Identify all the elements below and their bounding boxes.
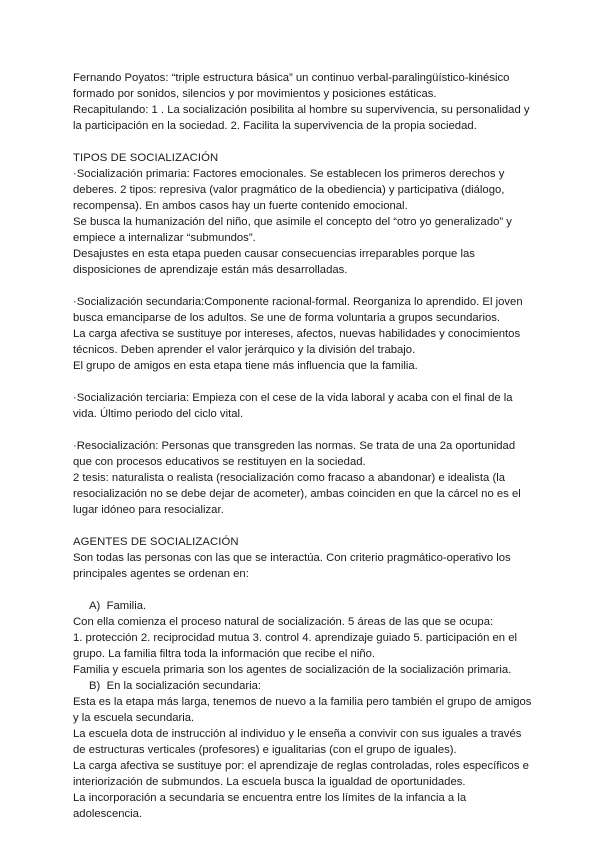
text-line: Fernando Poyatos: “triple estructura básica” un continuo verbal-paralingüístico-kinésico	[73, 72, 510, 84]
text-line: Con ella comienza el proceso natural de socialización. 5 áreas de las que se ocupa:	[73, 616, 494, 628]
text-line: recompensa). En ambos casos hay un fuerte contenido emocional.	[73, 200, 408, 212]
paragraph-escuela	[73, 694, 543, 822]
paragraph-agentes-intro	[73, 550, 543, 582]
text-line: disposiciones de aprendizaje están más desarrolladas.	[73, 264, 348, 276]
list-item-title: En la socialización secundaria:	[106, 680, 262, 692]
text-line: Desajustes en esta etapa pueden causar consecuencias irreparables porque las	[73, 248, 475, 260]
text-line: formado por sonidos, silencios y por movimientos y posiciones estáticas.	[73, 88, 437, 100]
text-line: Familia y escuela primaria son los agentes de socialización de la socialización primaria.	[73, 664, 512, 676]
text-line: Esta es la etapa más larga, tenemos de nuevo a la familia pero también el grupo de amigos	[73, 696, 532, 708]
text-line: Recapitulando: 1 . La socialización posibilita al hombre su supervivencia, su personalidad y	[73, 104, 530, 116]
paragraph-familia	[73, 614, 543, 678]
document-body	[73, 70, 543, 822]
text-line: adolescencia.	[73, 808, 143, 820]
text-line: deberes. 2 tipos: represiva (valor pragmático de la obediencia) y participativa (diálogo,	[73, 184, 505, 196]
text-line: La incorporación a secundaria se encuentra entre los límites de la infancia a la	[73, 792, 467, 804]
section-heading-tipos: TIPOS DE SOCIALIZACIÓN	[73, 152, 219, 164]
text-line: la participación en la sociedad. 2. Facilita la supervivencia de la propia sociedad.	[73, 120, 477, 132]
text-line: Son todas las personas con las que se interactúa. Con criterio pragmático-operativo los	[73, 552, 511, 564]
text-line: ·Resocialización: Personas que transgreden las normas. Se trata de una 2a oportunidad	[73, 440, 516, 452]
text-line: vida. Último periodo del ciclo vital.	[73, 408, 244, 420]
text-line: busca emanciparse de los adultos. Se une de forma voluntaria a grupos secundarios.	[73, 312, 501, 324]
text-line: grupo. La familia filtra toda la información que recibe el niño.	[73, 648, 376, 660]
text-line: principales agentes se ordenan en:	[73, 568, 249, 580]
text-line: técnicos. Deben aprender el valor jerárquico y la división del trabajo.	[73, 344, 416, 356]
text-line: ·Socialización primaria: Factores emocionales. Se establecen los primeros derechos y	[73, 168, 505, 180]
intro-paragraph	[73, 70, 543, 134]
list-marker: B)	[89, 680, 101, 692]
list-marker: A)	[89, 600, 101, 612]
text-line: de estructuras verticales (profesores) e igualitarias (con el grupo de iguales).	[73, 744, 457, 756]
text-line: Se busca la humanización del niño, que asimile el concepto del “otro yo generalizado” y	[73, 216, 512, 228]
text-line: lugar idóneo para resocializar.	[73, 504, 224, 516]
text-line: interiorización de submundos. La escuela busca la igualdad de oportunidades.	[73, 776, 466, 788]
text-line: que con procesos educativos se restituyen en la sociedad.	[73, 456, 366, 468]
text-line: 1. protección 2. reciprocidad mutua 3. control 4. aprendizaje guiado 5. participación en el	[73, 632, 517, 644]
text-line: resocialización no se debe dejar de acometer), ambas coinciden en que la cárcel no es el	[73, 488, 521, 500]
text-line: ·Socialización secundaria:Componente racional-formal. Reorganiza lo aprendido. El joven	[73, 296, 523, 308]
section-heading-agentes: AGENTES DE SOCIALIZACIÓN	[73, 536, 239, 548]
text-line: El grupo de amigos en esta etapa tiene más influencia que la familia.	[73, 360, 418, 372]
text-line: ·Socialización terciaria: Empieza con el cese de la vida laboral y acaba con el final de la	[73, 392, 513, 404]
text-line: La carga afectiva se sustituye por intereses, afectos, nuevas habilidades y conocimientos	[73, 328, 521, 340]
paragraph-resocializacion	[73, 438, 543, 518]
paragraph-secundaria	[73, 294, 543, 374]
text-line: y la escuela secundaria.	[73, 712, 195, 724]
list-item-title: Familia.	[106, 600, 147, 612]
paragraph-terciaria	[73, 390, 543, 422]
text-line: La carga afectiva se sustituye por: el aprendizaje de reglas controladas, roles específicos e	[73, 760, 529, 772]
text-line: 2 tesis: naturalista o realista (resocialización como fracaso a abandonar) e idealista (la	[73, 472, 506, 484]
text-line: La escuela dota de instrucción al individuo y le enseña a convivir con sus iguales a través	[73, 728, 522, 740]
paragraph-primaria	[73, 166, 543, 278]
text-line: empiece a internalizar “submundos”.	[73, 232, 256, 244]
list-item-familia	[73, 598, 543, 614]
list-item-escuela	[73, 678, 543, 694]
